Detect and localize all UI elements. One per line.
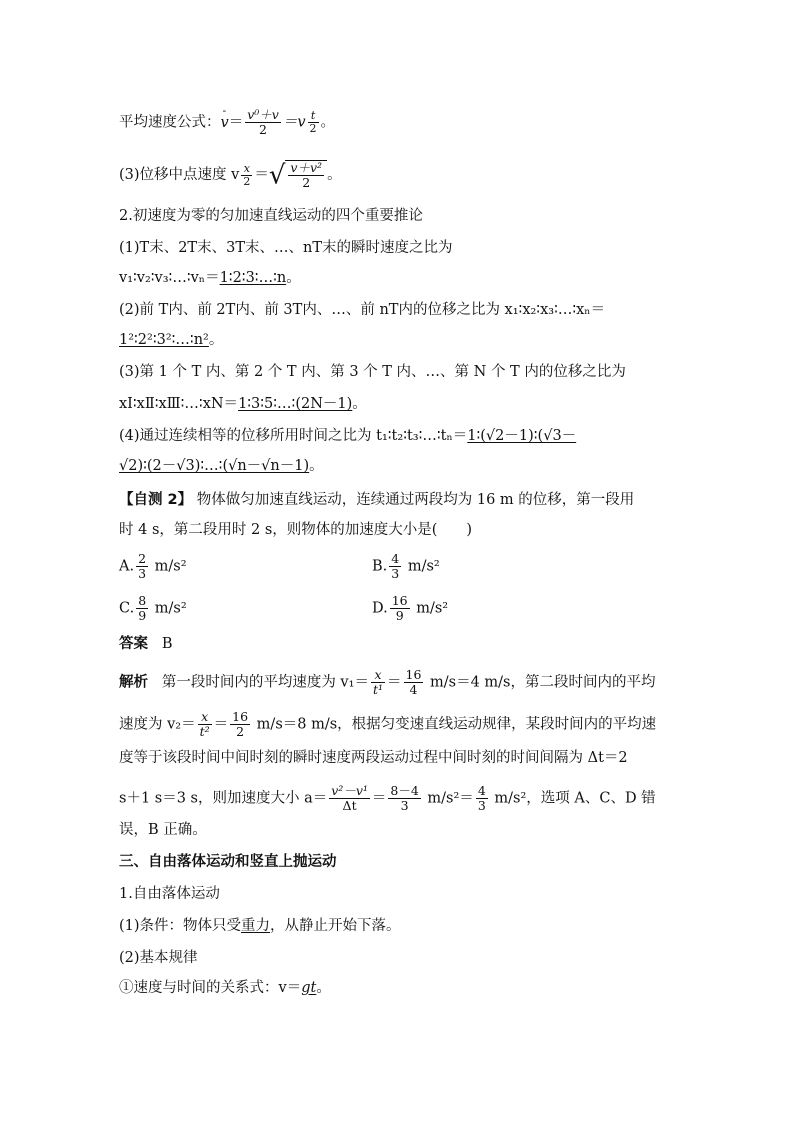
avg-frac: $\frac{\text{v⁰＋v}}{2}$ xyxy=(247,107,279,137)
basic-laws-heading: (2)基本规律 xyxy=(119,950,198,966)
mid-rad-frac: $\frac{\text{v＋v²}}{2}$ xyxy=(290,160,323,190)
option-c: C. $\frac{8}{9}$ m/s² xyxy=(119,593,187,623)
gravity-answer: 重力 xyxy=(241,918,271,934)
velocity-time-relation: ①速度与时间的关系式：v＝gt。 xyxy=(119,980,331,996)
avg-speed-label: 平均速度公式： xyxy=(119,114,221,131)
answer-line xyxy=(119,634,172,654)
inference-2-ratio: 1²∶2²∶3²∶…∶n²。 xyxy=(119,332,224,348)
free-fall-condition: (1)条件：物体只受重力，从静止开始下落。 xyxy=(119,918,401,934)
inference-3: (3)第 1 个 T 内、第 2 个 T 内、第 3 个 T 内、…、第 N 个 T 内的位移之比为 xyxy=(119,364,626,380)
mid-sub-frac: $\frac{x}{2}$ xyxy=(243,161,251,188)
option-b: B. $\frac{4}{3}$ m/s² xyxy=(372,551,440,581)
mid-label: (3)位移中点速度 v xyxy=(119,167,240,183)
inference-4-answer-b: √2)∶(2－√3)∶…∶(√n－√n－1) xyxy=(119,458,310,474)
self-test-question: 【自测 2】 物体做匀加速直线运动，连续通过两段均为 16 m 的位移，第一段用 xyxy=(119,492,635,508)
gt-answer: gt xyxy=(301,980,317,996)
explanation-line-5: 误，B 正确。 xyxy=(119,822,207,838)
section-2-title: 2.初速度为零的匀加速直线运动的四个重要推论 xyxy=(119,208,423,224)
answer-value: B xyxy=(161,636,173,652)
option-a: A. $\frac{2}{3}$ m/s² xyxy=(119,551,187,581)
explanation-label: 解析 xyxy=(119,674,148,691)
explanation-line-1: 解析 第一段时间内的平均速度为 v₁＝ $\frac{x}{\text{t¹}}$ ＝ $\frac{16}{4}$ m/s＝4 m/s，第二段时间内的平均 xyxy=(119,667,656,697)
midpoint-speed-formula: (3)位移中点速度 v $\frac{x}{2}$ ＝√ $\frac{\text{v＋v²}}{2}$ 。 xyxy=(119,160,342,191)
avg-sub-frac: $\frac{t}{2}$ xyxy=(309,109,317,135)
explanation-line-4: s＋1 s＝3 s，则加速度大小 a＝ $\frac{\text{v²－v¹}}{\Delta t}$ ＝ $\frac{8-4}{3}$ m/s²＝ $\frac{4}{3}$ m/s²，选项 A、C、D 错 xyxy=(119,783,656,813)
inference-1: (1)T末、2T末、3T末、…、nT末的瞬时速度之比为 xyxy=(119,240,453,256)
inference-4-cont: √2)∶(2－√3)∶…∶(√n－√n－1)。 xyxy=(119,458,324,474)
explanation-line-2: 速度为 v₂＝ $\frac{x}{\text{t²}}$ ＝ $\frac{16}{2}$ m/s＝8 m/s，根据匀变速直线运动规律，某段时间内的平均速 xyxy=(119,709,657,739)
inference-2: (2)前 T内、前 2T内、前 3T内、…、前 nT内的位移之比为 x₁∶x₂∶x₃∶…∶xₙ＝ xyxy=(119,302,606,318)
inference-4-answer-a: 1∶(√2－1)∶(√3－ xyxy=(467,428,577,444)
answer-label: 答案 xyxy=(119,636,148,652)
option-d: D. $\frac{16}{9}$ m/s² xyxy=(372,593,449,623)
explanation-line-3: 度等于该段时间中间时刻的瞬时速度两段运动过程中间时刻的时间间隔为 Δt＝2 xyxy=(119,750,628,766)
self-test-question-cont: 时 4 s，第二段用时 2 s，则物体的加速度大小是( ) xyxy=(119,522,473,538)
free-fall-heading: 1.自由落体运动 xyxy=(119,886,220,902)
inference-1-ratio: v₁∶v₂∶v₃∶…∶vₙ＝1∶2∶3∶…∶n。 xyxy=(119,270,301,286)
inference-3-ratio: xⅠ∶xⅡ∶xⅢ∶…∶xN＝1∶3∶5∶…∶(2N－1)。 xyxy=(119,396,367,412)
inference-3-answer: 1∶3∶5∶…∶(2N－1) xyxy=(238,396,353,412)
inference-4: (4)通过连续相等的位移所用时间之比为 t₁∶t₂∶t₃∶…∶tₙ＝1∶(√2－1)∶(√3－ xyxy=(119,428,577,444)
inference-1-answer: 1∶2∶3∶…∶n xyxy=(219,270,287,286)
section-3-title: 三、自由落体运动和竖直上抛运动 xyxy=(119,854,337,870)
avg-speed-formula: 平均速度公式： - v＝ $\frac{\text{v⁰＋v}}{2}$ ＝v $\frac{t}{2}$ 。 xyxy=(119,103,336,137)
inference-2-answer: 1²∶2²∶3²∶…∶n² xyxy=(119,332,209,348)
sqrt-sign: √ $\frac{\text{v＋v²}}{2}$ xyxy=(269,160,327,190)
self-test-tag: 【自测 2】 xyxy=(119,492,193,508)
v-bar: - v xyxy=(220,103,229,131)
